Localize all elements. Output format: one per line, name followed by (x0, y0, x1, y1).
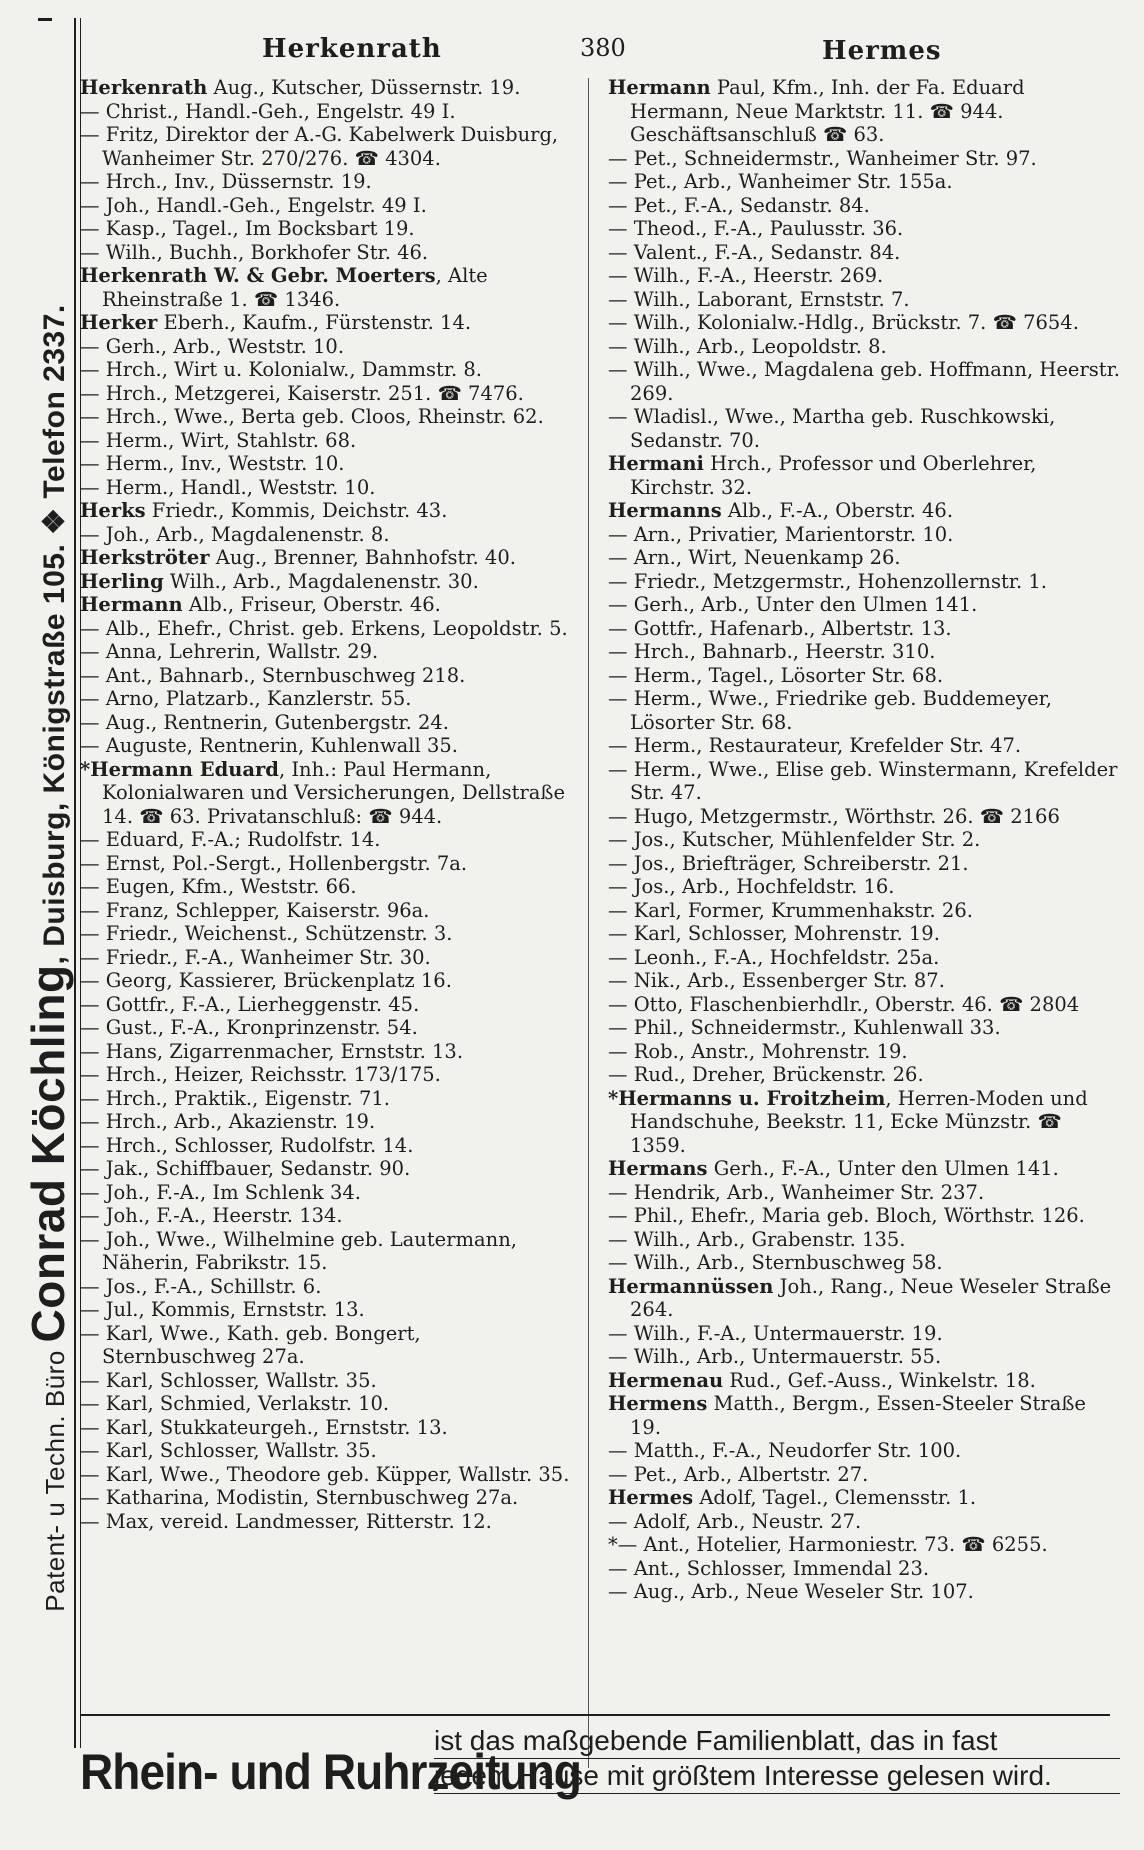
directory-entry (608, 969, 1120, 993)
directory-entry (608, 1533, 1120, 1557)
directory-entry (608, 1251, 1120, 1275)
entry-surname: Hermans (608, 1157, 708, 1180)
advertisement-sidebar (0, 0, 82, 1850)
directory-entry (608, 617, 1120, 641)
directory-entry (608, 1557, 1120, 1581)
entry-details: — Max, vereid. Landmesser, Ritterstr. 12. (80, 1509, 492, 1533)
directory-entry (608, 1580, 1120, 1604)
entry-details: — Hrch., Praktik., Eigenstr. 71. (80, 1086, 390, 1110)
entry-details: — Franz, Schlepper, Kaiserstr. 96a. (80, 898, 430, 922)
directory-entry (80, 523, 580, 547)
entry-details: — Auguste, Rentnerin, Kuhlenwall 35. (80, 734, 458, 757)
entry-details: Wilh., Arb., Magdalenenstr. 30. (163, 569, 479, 593)
directory-entry (608, 852, 1120, 876)
directory-entry (80, 899, 580, 923)
entry-details: — Valent., F.-A., Sedanstr. 84. (608, 240, 901, 264)
entry-details: — Christ., Handl.-Geh., Engelstr. 49 I. (80, 99, 456, 123)
entry-details: — Matth., F.-A., Neudorfer Str. 100. (608, 1439, 962, 1462)
directory-entry (80, 335, 580, 359)
directory-entry (80, 922, 580, 946)
entry-details: — Karl, Wwe., Theodore geb. Küpper, Wallstr. 35. (80, 1462, 570, 1486)
directory-entry (608, 1510, 1120, 1534)
directory-entry (80, 429, 580, 453)
entry-details: , Inh.: Paul Hermann, Kolonialwaren und Versicherungen, Dellstraße 14. ☎ 63. Privatanschluß: ☎ 944. (102, 757, 565, 828)
entry-details: — Hans, Zigarrenmacher, Ernststr. 13. (80, 1039, 464, 1063)
entry-surname: Hermens (608, 1392, 708, 1415)
directory-entry (80, 405, 580, 429)
left-column (80, 76, 580, 1533)
directory-entry (608, 523, 1120, 547)
entry-details: — Pet., F.-A., Sedanstr. 84. (608, 193, 870, 217)
entry-details: Aug., Kutscher, Düssernstr. 19. (207, 76, 521, 99)
directory-entry (80, 1181, 580, 1205)
entry-details: Alb., Friseur, Oberstr. 46. (182, 593, 441, 616)
directory-entry (80, 264, 580, 311)
directory-entry (80, 241, 580, 265)
directory-entry (80, 640, 580, 664)
directory-entry (608, 1486, 1120, 1510)
directory-entry (608, 1016, 1120, 1040)
directory-entry (80, 1298, 580, 1322)
entry-surname: Hermannüssen (608, 1274, 774, 1298)
entry-details: — Jos., Briefträger, Schreiberstr. 21. (608, 851, 969, 875)
entry-details: — Herm., Wwe., Elise geb. Winstermann, Krefelder Str. 47. (608, 757, 1118, 804)
directory-entry (608, 76, 1120, 147)
directory-entry (80, 476, 580, 500)
directory-entry (608, 1345, 1120, 1369)
entry-details: — Herm., Handl., Weststr. 10. (80, 475, 376, 499)
directory-entry (608, 1392, 1120, 1439)
entry-details: Matth., Bergm., Essen-Steeler Straße 19. (630, 1392, 1086, 1439)
directory-entry (80, 382, 580, 406)
entry-details: , Herren-Moden und Handschuhe, Beekstr. 11, Ecke Münzstr. ☎ 1359. (630, 1086, 1088, 1157)
sidebar-top-rule (38, 18, 52, 21)
entry-details: — Gerh., Arb., Unter den Ulmen 141. (608, 593, 978, 616)
entry-details: — Nik., Arb., Essenberger Str. 87. (608, 969, 945, 992)
directory-entry (608, 664, 1120, 688)
entry-details: Alb., F.-A., Oberstr. 46. (721, 499, 954, 522)
directory-entry (80, 946, 580, 970)
directory-entry (80, 123, 580, 170)
entry-details: — Karl, Former, Krummenhakstr. 26. (608, 898, 973, 922)
directory-entry (80, 1063, 580, 1087)
directory-entry (80, 593, 580, 617)
directory-entry (80, 734, 580, 758)
entry-details: — Aug., Rentnerin, Gutenbergstr. 24. (80, 710, 449, 734)
entry-details: — Hendrik, Arb., Wanheimer Str. 237. (608, 1180, 985, 1204)
entry-details: — Wladisl., Wwe., Martha geb. Ruschkowski, Sedanstr. 70. (608, 405, 1056, 452)
directory-entry (608, 217, 1120, 241)
footer-slogan-line1: ist das maßgebende Familienblatt, das in fast (434, 1724, 1120, 1759)
entry-details: — Friedr., Metzgermstr., Hohenzollernstr. 1. (608, 569, 1047, 593)
directory-entry (608, 1463, 1120, 1487)
directory-entry (80, 993, 580, 1017)
directory-entry (80, 1392, 580, 1416)
directory-entry (80, 1040, 580, 1064)
entry-details: — Wilh., Arb., Leopoldstr. 8. (608, 334, 887, 358)
directory-entry (608, 570, 1120, 594)
entry-details: — Hrch., Heizer, Reichsstr. 173/175. (80, 1063, 441, 1086)
entry-details: Friedr., Kommis, Deichstr. 43. (145, 499, 448, 522)
directory-entry (608, 170, 1120, 194)
directory-entry (80, 1416, 580, 1440)
directory-entry (608, 687, 1120, 734)
directory-entry (80, 1439, 580, 1463)
entry-details: — Pet., Arb., Wanheimer Str. 155a. (608, 170, 953, 193)
entry-details: — Hrch., Arb., Akazienstr. 19. (80, 1110, 376, 1133)
directory-entry (80, 758, 580, 829)
entry-details: Rud., Gef.-Auss., Winkelstr. 18. (723, 1368, 1036, 1392)
entry-details: — Wilh., Wwe., Magdalena geb. Hoffmann, Heerstr. 269. (608, 358, 1120, 405)
directory-entry (80, 452, 580, 476)
footer-rule (80, 1714, 1110, 1716)
entry-details: — Joh., F.-A., Im Schlenk 34. (80, 1180, 361, 1204)
directory-entry (80, 1486, 580, 1510)
entry-surname: Herker (80, 311, 158, 334)
directory-entry (80, 1510, 580, 1534)
entry-details: — Herm., Restaurateur, Krefelder Str. 47. (608, 734, 1022, 757)
entry-details: — Herm., Wirt, Stahlstr. 68. (80, 428, 357, 452)
entry-details: Joh., Rang., Neue Weseler Straße 264. (630, 1274, 1112, 1321)
directory-entry (608, 358, 1120, 405)
entry-details: — Hrch., Bahnarb., Heerstr. 310. (608, 640, 936, 663)
entry-details: Gerh., F.-A., Unter den Ulmen 141. (707, 1157, 1059, 1180)
entry-details: — Wilh., F.-A., Heerstr. 269. (608, 264, 884, 287)
entry-details: — Anna, Lehrerin, Wallstr. 29. (80, 640, 379, 663)
entry-surname: Hermanns (608, 499, 722, 522)
entry-details: — Karl, Schlosser, Mohrenstr. 19. (608, 922, 940, 945)
directory-entry (80, 311, 580, 335)
directory-entry (80, 170, 580, 194)
directory-entry (608, 1369, 1120, 1393)
entry-details: — Arn., Wirt, Neuenkamp 26. (608, 546, 901, 569)
directory-entry (608, 640, 1120, 664)
directory-entry (608, 875, 1120, 899)
directory-entry (608, 1087, 1120, 1158)
entry-details: — Karl, Schlosser, Wallstr. 35. (80, 1368, 377, 1392)
directory-entry (80, 1087, 580, 1111)
entry-surname: *Hermanns u. Froitzheim (608, 1086, 886, 1110)
entry-details: — Rob., Anstr., Mohrenstr. 19. (608, 1039, 908, 1063)
directory-entry (80, 194, 580, 218)
directory-entry (80, 546, 580, 570)
footer-slogan (434, 1724, 1120, 1794)
directory-entry (608, 922, 1120, 946)
sidebar-text-company: Conrad Köchling (22, 964, 74, 1343)
entry-details: — Aug., Arb., Neue Weseler Str. 107. (608, 1580, 974, 1603)
entry-details: — Jos., Arb., Hochfeldstr. 16. (608, 875, 895, 898)
entry-details: — Herm., Inv., Weststr. 10. (80, 452, 345, 475)
entry-details: — Jak., Schiffbauer, Sedanstr. 90. (80, 1157, 411, 1180)
footer-slogan-line2: jedem Hause mit größtem Interesse gelesen wird. (434, 1759, 1120, 1794)
directory-entry (80, 875, 580, 899)
header-right-word: Hermes (822, 36, 942, 66)
entry-details: — Joh., F.-A., Heerstr. 134. (80, 1204, 343, 1227)
entry-surname: Herks (80, 499, 146, 522)
directory-entry (608, 1181, 1120, 1205)
column-divider (588, 78, 589, 1768)
entry-details: — Hrch., Wwe., Berta geb. Cloos, Rheinstr. 62. (80, 405, 544, 428)
entry-details: — Rud., Dreher, Brückenstr. 26. (608, 1063, 924, 1086)
entry-surname: Herkenrath (80, 76, 208, 99)
entry-details: — Joh., Arb., Magdalenenstr. 8. (80, 522, 390, 546)
entry-details: — Phil., Ehefr., Maria geb. Bloch, Wörthstr. 126. (608, 1204, 1085, 1227)
directory-entry (608, 335, 1120, 359)
directory-entry (80, 570, 580, 594)
entry-details: — Wilh., F.-A., Untermauerstr. 19. (608, 1321, 943, 1345)
page-number: 380 (580, 34, 626, 62)
directory-entry (608, 264, 1120, 288)
entry-details: Adolf, Tagel., Clemensstr. 1. (693, 1486, 977, 1509)
directory-entry (608, 147, 1120, 171)
entry-details: — Herm., Wwe., Friedrike geb. Buddemeyer, Lösorter Str. 68. (608, 687, 1053, 734)
entry-surname: Hermann (80, 593, 183, 616)
directory-entry (80, 687, 580, 711)
entry-details: — Friedr., Weichenst., Schützenstr. 3. (80, 922, 453, 945)
entry-details: — Pet., Arb., Albertstr. 27. (608, 1462, 869, 1486)
entry-details: Aug., Brenner, Bahnhofstr. 40. (209, 546, 516, 569)
directory-entry (608, 946, 1120, 970)
directory-entry (80, 1228, 580, 1275)
directory-entry (608, 758, 1120, 805)
entry-details: — Karl, Wwe., Kath. geb. Bongert, Sternbuschweg 27a. (80, 1321, 421, 1368)
entry-details: — Alb., Ehefr., Christ. geb. Erkens, Leopoldstr. 5. (80, 616, 568, 640)
directory-entry (80, 1463, 580, 1487)
directory-entry (80, 852, 580, 876)
right-column (608, 76, 1120, 1604)
header-left-word: Herkenrath (262, 34, 442, 64)
entry-surname: Hermann (608, 76, 711, 99)
directory-entry (608, 194, 1120, 218)
directory-entry (608, 546, 1120, 570)
entry-details: — Jos., F.-A., Schillstr. 6. (80, 1274, 322, 1298)
entry-details: — Wilh., Arb., Untermauerstr. 55. (608, 1345, 942, 1368)
directory-entry (80, 1369, 580, 1393)
directory-entry (80, 1157, 580, 1181)
directory-entry (608, 499, 1120, 523)
directory-entry (608, 1204, 1120, 1228)
entry-details: — Jul., Kommis, Ernststr. 13. (80, 1298, 365, 1321)
entry-details: — Ant., Schlosser, Immendal 23. (608, 1556, 930, 1580)
entry-details: — Arno, Platzarb., Kanzlerstr. 55. (80, 687, 412, 710)
directory-entry (608, 1275, 1120, 1322)
entry-details: — Jos., Kutscher, Mühlenfelder Str. 2. (608, 828, 981, 851)
entry-details: — Joh., Wwe., Wilhelmine geb. Lautermann, Näherin, Fabrikstr. 15. (80, 1227, 517, 1274)
entry-surname: Herling (80, 569, 164, 593)
directory-entry (80, 1110, 580, 1134)
entry-details: — Fritz, Direktor der A.-G. Kabelwerk Duisburg, Wanheimer Str. 270/276. ☎ 4304. (80, 123, 559, 170)
directory-entry (80, 100, 580, 124)
entry-details: — Adolf, Arb., Neustr. 27. (608, 1509, 862, 1533)
entry-details: — Hrch., Schlosser, Rudolfstr. 14. (80, 1133, 414, 1157)
entry-surname: Hermenau (608, 1368, 724, 1392)
entry-details: Eberh., Kaufm., Fürstenstr. 14. (157, 311, 472, 334)
directory-entry (608, 734, 1120, 758)
entry-details: — Friedr., F.-A., Wanheimer Str. 30. (80, 945, 431, 969)
directory-entry (608, 311, 1120, 335)
entry-details: — Theod., F.-A., Paulusstr. 36. (608, 217, 904, 240)
directory-entry (608, 805, 1120, 829)
entry-details: — Karl, Schlosser, Wallstr. 35. (80, 1439, 377, 1462)
entry-details: — Gottfr., F.-A., Lierheggenstr. 45. (80, 992, 420, 1016)
footer-advertisement (80, 1714, 1120, 1834)
directory-entry (80, 358, 580, 382)
entry-details: — Phil., Schneidermstr., Kuhlenwall 33. (608, 1016, 1001, 1039)
directory-entry (80, 617, 580, 641)
entry-details: Paul, Kfm., Inh. der Fa. Eduard Hermann, Neue Marktstr. 11. ☎ 944. Geschäftsanschluß ☎ 63. (630, 76, 1025, 146)
entry-details: *— Ant., Hotelier, Harmoniestr. 73. ☎ 6255. (608, 1533, 1048, 1556)
directory-entry (80, 1204, 580, 1228)
entry-details: — Wilh., Kolonialw.-Hdlg., Brückstr. 7. ☎ 7654. (608, 311, 1079, 334)
directory-entry (80, 217, 580, 241)
entry-surname: Hermes (608, 1486, 694, 1509)
entry-details: — Hrch., Wirt u. Kolonialw., Dammstr. 8. (80, 358, 483, 381)
directory-entry (608, 1157, 1120, 1181)
sidebar-text-part1: Patent- u Techn. Büro (40, 1342, 70, 1612)
directory-entry (608, 288, 1120, 312)
directory-entry (80, 1016, 580, 1040)
entry-surname: *Hermann Eduard (80, 757, 279, 781)
page-header (84, 30, 1124, 70)
sidebar-text-address: , Duisburg, Königstraße 105. ❖ Telefon 2337. (38, 304, 71, 965)
directory-entry (608, 1439, 1120, 1463)
entry-details: , Alte Rheinstraße 1. ☎ 1346. (102, 264, 488, 311)
directory-entry (80, 499, 580, 523)
footer-brand: Rhein- und Ruhrzeitung (80, 1744, 582, 1800)
entry-details: — Pet., Schneidermstr., Wanheimer Str. 97. (608, 146, 1037, 170)
entry-surname: Herkströter (80, 546, 210, 569)
entry-details: — Kasp., Tagel., Im Bocksbart 19. (80, 217, 415, 240)
directory-entry (80, 1322, 580, 1369)
directory-entry (608, 1063, 1120, 1087)
entry-details: — Wilh., Buchh., Borkhofer Str. 46. (80, 240, 429, 264)
entry-details: — Ernst, Pol.-Sergt., Hollenbergstr. 7a. (80, 851, 468, 875)
entry-details: — Leonh., F.-A., Hochfeldstr. 25a. (608, 945, 940, 969)
directory-entry (80, 828, 580, 852)
entry-details: — Joh., Handl.-Geh., Engelstr. 49 I. (80, 193, 427, 217)
entry-details: — Eugen, Kfm., Weststr. 66. (80, 875, 357, 898)
entry-details: — Gust., F.-A., Kronprinzenstr. 54. (80, 1016, 418, 1039)
entry-surname: Herkenrath W. & Gebr. Moerters (80, 264, 436, 287)
entry-details: — Katharina, Modistin, Sternbuschweg 27a. (80, 1486, 519, 1509)
directory-entry (608, 828, 1120, 852)
directory-entry (608, 452, 1120, 499)
directory-entry (608, 593, 1120, 617)
directory-entry (608, 1322, 1120, 1346)
directory-entry (80, 969, 580, 993)
directory-entry (608, 405, 1120, 452)
entry-details: — Georg, Kassierer, Brückenplatz 16. (80, 969, 452, 992)
entry-details: — Otto, Flaschenbierhdlr., Oberstr. 46. ☎ 2804 (608, 992, 1080, 1016)
entry-details: — Arn., Privatier, Marientorstr. 10. (608, 522, 954, 546)
entry-details: — Gerh., Arb., Weststr. 10. (80, 334, 345, 358)
entry-details: — Karl, Schmied, Verlakstr. 10. (80, 1392, 390, 1415)
entry-details: — Hugo, Metzgermstr., Wörthstr. 26. ☎ 2166 (608, 804, 1060, 828)
directory-entry (80, 1134, 580, 1158)
entry-details: — Hrch., Metzgerei, Kaiserstr. 251. ☎ 7476. (80, 381, 524, 405)
entry-details: — Ant., Bahnarb., Sternbuschweg 218. (80, 663, 466, 687)
directory-entry (608, 899, 1120, 923)
entry-details: — Gottfr., Hafenarb., Albertstr. 13. (608, 616, 952, 640)
directory-entry (608, 993, 1120, 1017)
entry-details: — Eduard, F.-A.; Rudolfstr. 14. (80, 828, 381, 851)
entry-details: — Karl, Stukkateurgeh., Ernststr. 13. (80, 1415, 448, 1439)
directory-entry (608, 1040, 1120, 1064)
directory-entry (608, 1228, 1120, 1252)
entry-details: — Wilh., Arb., Sternbuschweg 58. (608, 1251, 943, 1274)
sidebar-vertical-text (21, 304, 75, 1611)
entry-details: — Wilh., Laborant, Ernststr. 7. (608, 287, 910, 311)
directory-entry (80, 664, 580, 688)
entry-surname: Hermani (608, 452, 704, 475)
entry-details: — Hrch., Inv., Düssernstr. 19. (80, 170, 372, 193)
entry-details: Hrch., Professor und Oberlehrer, Kirchstr. 32. (630, 452, 1037, 499)
directory-entry (608, 241, 1120, 265)
entry-details: — Herm., Tagel., Lösorter Str. 68. (608, 663, 944, 687)
entry-details: — Wilh., Arb., Grabenstr. 135. (608, 1227, 906, 1251)
directory-entry (80, 76, 580, 100)
directory-entry (80, 1275, 580, 1299)
directory-entry (80, 711, 580, 735)
